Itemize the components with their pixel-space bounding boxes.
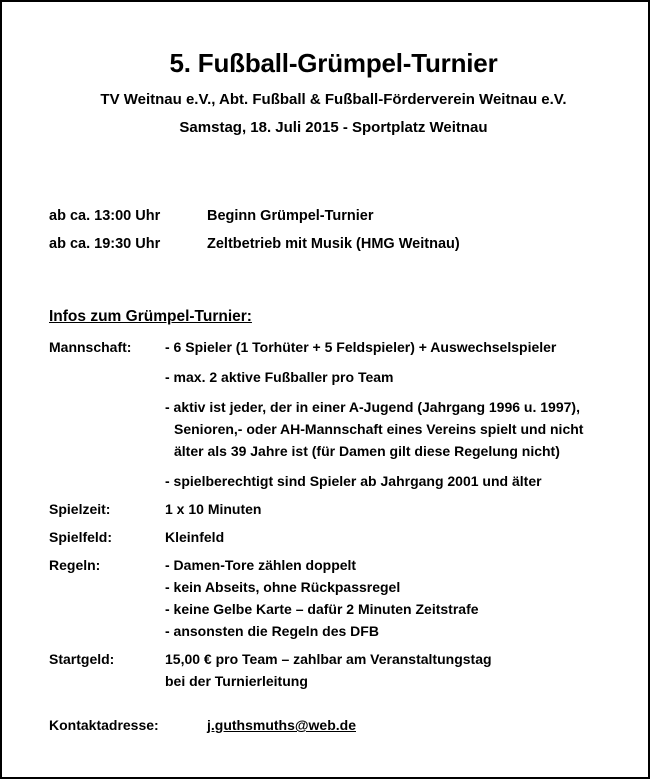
schedule-row — [49, 230, 618, 258]
info-row-regeln — [49, 554, 618, 642]
contact-label: Kontaktadresse: — [49, 717, 159, 733]
info-paragraph — [165, 336, 618, 358]
page-title: 5. Fußball-Grümpel-Turnier — [169, 48, 498, 78]
info-label: Spielzeit: — [49, 501, 111, 517]
info-row-spielzeit — [49, 498, 618, 520]
info-label: Startgeld: — [49, 651, 115, 667]
info-line: bei der Turnierleitung — [165, 673, 308, 689]
info-line: 1 x 10 Minuten — [165, 501, 262, 517]
info-line: - max. 2 aktive Fußballer pro Team — [165, 369, 394, 385]
info-paragraph — [165, 366, 618, 388]
flyer-content — [2, 46, 648, 736]
subtitle-date-location: Samstag, 18. Juli 2015 - Sportplatz Weitnau — [179, 119, 488, 136]
info-paragraph — [165, 470, 618, 492]
info-line: - spielberechtigt sind Spieler ab Jahrgang 2001 und älter — [165, 473, 542, 489]
schedule-event: Zeltbetrieb mit Musik (HMG Weitnau) — [207, 236, 460, 252]
contact-row — [49, 714, 618, 736]
info-line: Kleinfeld — [165, 529, 225, 545]
info-content — [165, 498, 618, 520]
schedule-event: Beginn Grümpel-Turnier — [207, 208, 374, 224]
info-row-startgeld — [49, 648, 618, 692]
info-line: - 6 Spieler (1 Torhüter + 5 Feldspieler) + Auswechselspieler — [165, 339, 557, 355]
info-paragraph — [165, 396, 618, 462]
info-line: - Damen-Tore zählen doppelt — [165, 557, 357, 573]
info-content — [165, 554, 618, 642]
info-label: Mannschaft: — [49, 339, 132, 355]
info-content — [165, 648, 618, 692]
subtitle-organizer: TV Weitnau e.V., Abt. Fußball & Fußball-Förderverein Weitnau e.V. — [100, 91, 567, 108]
info-line: älter als 39 Jahre ist (für Damen gilt diese Regelung nicht) — [174, 443, 560, 459]
info-section-heading: Infos zum Grümpel-Turnier: — [49, 308, 252, 325]
info-label: Regeln: — [49, 557, 101, 573]
info-row-spielfeld — [49, 526, 618, 548]
contact-section — [49, 714, 618, 736]
info-content — [165, 526, 618, 548]
schedule-row — [49, 202, 618, 230]
schedule-section — [49, 202, 618, 258]
schedule-time: ab ca. 19:30 Uhr — [49, 236, 161, 252]
info-line: - ansonsten die Regeln des DFB — [165, 623, 379, 639]
info-line: - aktiv ist jeder, der in einer A-Jugend (Jahrgang 1996 u. 1997), — [165, 399, 580, 415]
info-label: Spielfeld: — [49, 529, 113, 545]
info-line: Senioren,- oder AH-Mannschaft eines Vereins spielt und nicht — [174, 421, 584, 437]
info-line: - keine Gelbe Karte – dafür 2 Minuten Zeitstrafe — [165, 601, 479, 617]
info-row-mannschaft — [49, 336, 618, 492]
info-line: - kein Abseits, ohne Rückpassregel — [165, 579, 401, 595]
info-rows — [49, 336, 618, 692]
contact-email-link[interactable]: j.guthsmuths@web.de — [207, 717, 356, 733]
info-content — [165, 336, 618, 492]
info-line: 15,00 € pro Team – zahlbar am Veranstaltungstag — [165, 651, 492, 667]
schedule-time: ab ca. 13:00 Uhr — [49, 208, 161, 224]
